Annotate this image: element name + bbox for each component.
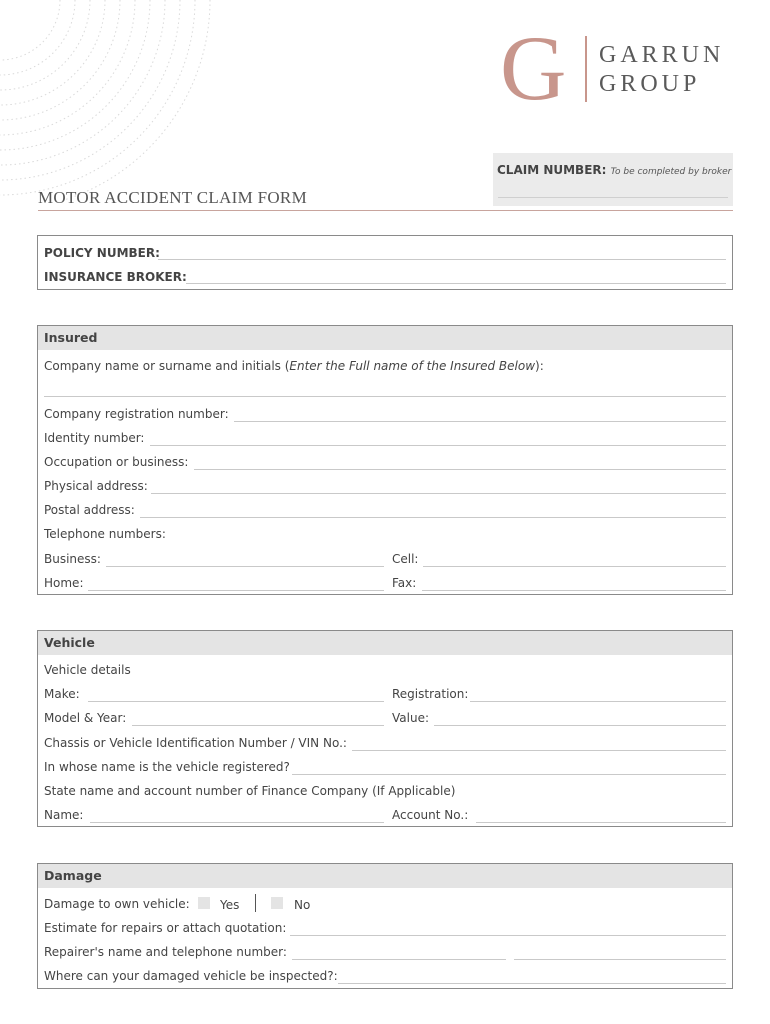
vehicle-section bbox=[37, 630, 733, 827]
policy-number-field[interactable] bbox=[158, 259, 726, 260]
registered-name-field[interactable] bbox=[292, 774, 726, 775]
estimate-field[interactable] bbox=[290, 935, 726, 936]
registration-field[interactable] bbox=[470, 701, 726, 702]
claim-number-hint: To be completed by broker bbox=[610, 167, 732, 177]
inspection-location-label: Where can your damaged vehicle be inspected?: bbox=[44, 969, 338, 983]
account-number-label: Account No.: bbox=[392, 808, 469, 822]
damage-own-vehicle-label: Damage to own vehicle: bbox=[44, 897, 190, 911]
decorative-dot-pattern bbox=[0, 0, 215, 200]
logo-wordmark-line1: GARRUN bbox=[599, 42, 725, 68]
registration-label: Registration: bbox=[392, 687, 469, 701]
vin-field[interactable] bbox=[352, 750, 726, 751]
policy-section bbox=[37, 235, 733, 290]
finance-name-field[interactable] bbox=[90, 822, 384, 823]
postal-address-field[interactable] bbox=[140, 517, 726, 518]
fax-field[interactable] bbox=[422, 590, 726, 591]
model-year-field[interactable] bbox=[132, 725, 384, 726]
physical-address-field[interactable] bbox=[151, 493, 726, 494]
insured-heading: Insured bbox=[38, 326, 732, 350]
vehicle-heading: Vehicle bbox=[38, 631, 732, 655]
value-field[interactable] bbox=[434, 725, 726, 726]
occupation-label: Occupation or business: bbox=[44, 455, 189, 469]
vehicle-details-label: Vehicle details bbox=[44, 663, 131, 677]
identity-number-label: Identity number: bbox=[44, 431, 145, 445]
insurance-broker-field[interactable] bbox=[186, 283, 726, 284]
form-title: MOTOR ACCIDENT CLAIM FORM bbox=[38, 188, 307, 207]
repairer-phone-field[interactable] bbox=[514, 959, 726, 960]
claim-number-text: CLAIM NUMBER: bbox=[497, 163, 607, 177]
estimate-label: Estimate for repairs or attach quotation: bbox=[44, 921, 287, 935]
insurance-broker-label: INSURANCE BROKER: bbox=[44, 270, 187, 284]
fax-label: Fax: bbox=[392, 576, 417, 590]
business-phone-field[interactable] bbox=[106, 566, 384, 567]
registered-name-label: In whose name is the vehicle registered? bbox=[44, 760, 290, 774]
no-checkbox[interactable] bbox=[271, 897, 283, 909]
title-rule bbox=[38, 210, 733, 211]
account-number-field[interactable] bbox=[476, 822, 726, 823]
logo-divider bbox=[585, 36, 587, 102]
claim-number-field[interactable] bbox=[498, 197, 728, 198]
company-name-hint: Enter the Full name of the Insured Below bbox=[289, 359, 536, 373]
yes-checkbox[interactable] bbox=[198, 897, 210, 909]
telephone-numbers-label: Telephone numbers: bbox=[44, 527, 166, 541]
home-phone-label: Home: bbox=[44, 576, 84, 590]
company-name-label bbox=[44, 358, 544, 374]
yes-label: Yes bbox=[220, 898, 240, 912]
physical-address-label: Physical address: bbox=[44, 479, 148, 493]
company-name-text: Company name or surname and initials ( bbox=[44, 359, 290, 373]
damage-section bbox=[37, 863, 733, 989]
cell-phone-field[interactable] bbox=[423, 566, 726, 567]
insured-section bbox=[37, 325, 733, 595]
identity-number-field[interactable] bbox=[150, 445, 726, 446]
business-phone-label: Business: bbox=[44, 552, 101, 566]
repairer-label: Repairer's name and telephone number: bbox=[44, 945, 287, 959]
option-separator bbox=[255, 894, 256, 912]
occupation-field[interactable] bbox=[194, 469, 726, 470]
inspection-location-field[interactable] bbox=[338, 983, 726, 984]
logo-mark: G bbox=[500, 17, 567, 119]
make-field[interactable] bbox=[88, 701, 384, 702]
cell-phone-label: Cell: bbox=[392, 552, 419, 566]
no-label: No bbox=[294, 898, 311, 912]
company-registration-label: Company registration number: bbox=[44, 407, 229, 421]
company-name-field[interactable] bbox=[44, 396, 726, 397]
finance-company-label: State name and account number of Finance Company (If Applicable) bbox=[44, 784, 456, 798]
home-phone-field[interactable] bbox=[88, 590, 384, 591]
vin-label: Chassis or Vehicle Identification Number / VIN No.: bbox=[44, 736, 347, 750]
policy-number-label: POLICY NUMBER: bbox=[44, 246, 160, 260]
finance-name-label: Name: bbox=[44, 808, 84, 822]
company-registration-field[interactable] bbox=[234, 421, 726, 422]
postal-address-label: Postal address: bbox=[44, 503, 135, 517]
make-label: Make: bbox=[44, 687, 80, 701]
model-year-label: Model & Year: bbox=[44, 711, 127, 725]
value-label: Value: bbox=[392, 711, 429, 725]
logo-wordmark-line2: GROUP bbox=[599, 71, 701, 97]
damage-heading: Damage bbox=[38, 864, 732, 888]
claim-number-box bbox=[493, 153, 733, 206]
claim-number-label bbox=[497, 163, 731, 177]
company-name-close: ): bbox=[535, 359, 544, 373]
repairer-name-field[interactable] bbox=[292, 959, 506, 960]
